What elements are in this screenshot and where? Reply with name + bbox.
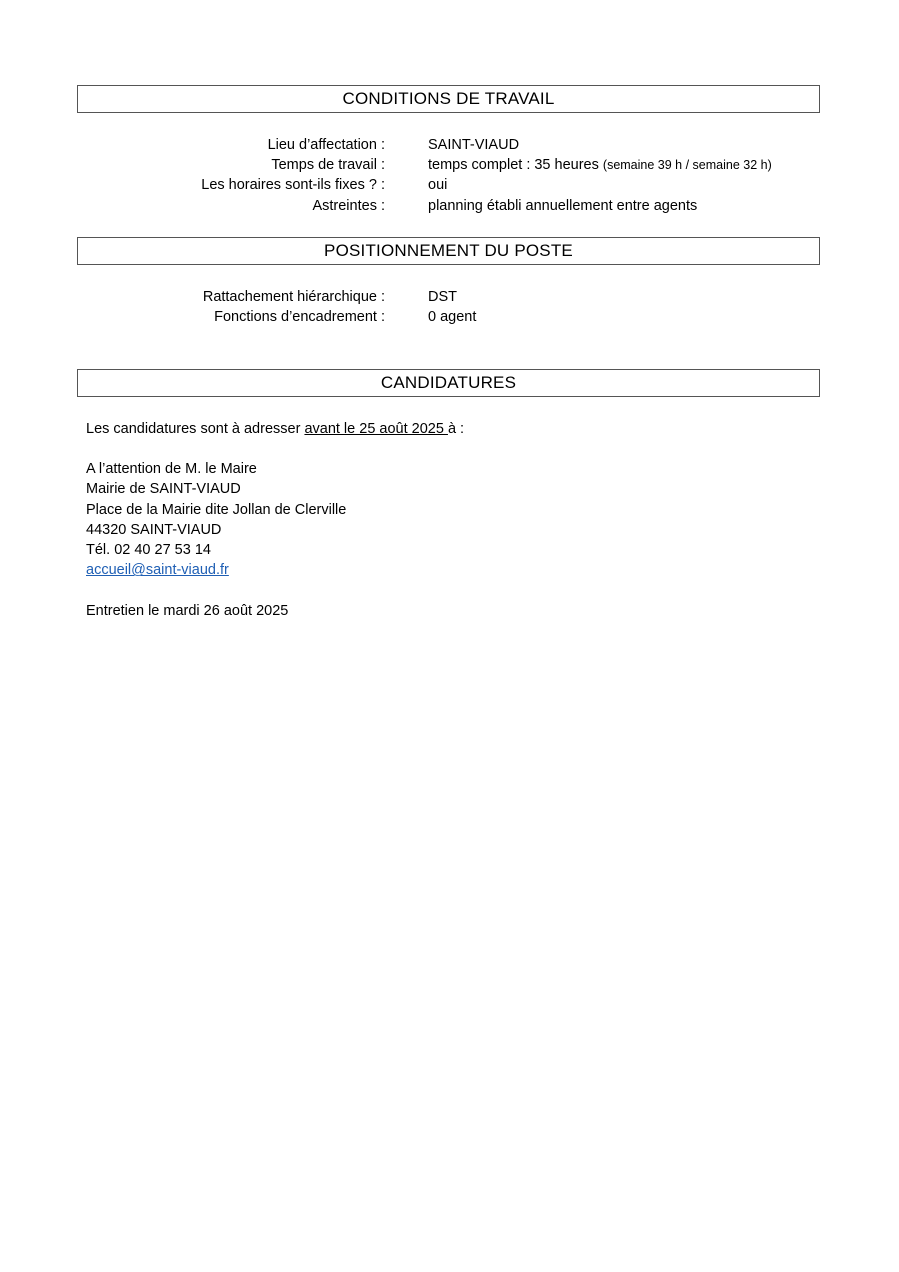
field-label: Temps de travail : bbox=[271, 157, 385, 173]
section-header-conditions bbox=[77, 85, 820, 113]
interview-date: Entretien le mardi 26 août 2025 bbox=[86, 603, 289, 619]
field-value-group bbox=[428, 155, 772, 175]
section-title: CANDIDATURES bbox=[380, 373, 517, 392]
field-value: temps complet : 35 heures bbox=[428, 157, 599, 173]
candidatures-intro bbox=[86, 419, 464, 439]
intro-text: Les candidatures sont à adresser bbox=[86, 421, 305, 437]
intro-text-end: à : bbox=[447, 421, 465, 437]
field-label: Les horaires sont-ils fixes ? : bbox=[201, 177, 385, 193]
section-header-candidatures bbox=[77, 369, 820, 397]
field-row-astreintes bbox=[0, 196, 899, 216]
field-row-temps bbox=[0, 155, 899, 175]
deadline-text: avant le 25 août 2025 bbox=[304, 421, 448, 437]
address-line: Mairie de SAINT-VIAUD bbox=[86, 481, 241, 498]
section-title: POSITIONNEMENT DU POSTE bbox=[324, 241, 573, 260]
phone-line: Tél. 02 40 27 53 14 bbox=[86, 542, 211, 559]
section-header-positionnement bbox=[77, 237, 820, 265]
field-label: Lieu d’affectation : bbox=[267, 137, 385, 153]
field-value: oui bbox=[428, 177, 448, 193]
field-value: DST bbox=[428, 289, 457, 305]
field-label: Astreintes : bbox=[312, 198, 385, 214]
field-row-horaires bbox=[0, 175, 899, 195]
address-block bbox=[86, 459, 346, 581]
address-line: Place de la Mairie dite Jollan de Clerville bbox=[86, 501, 347, 518]
address-line: A l’attention de M. le Maire bbox=[86, 461, 257, 477]
field-row-encadrement bbox=[0, 307, 899, 327]
field-row-rattachement bbox=[0, 287, 899, 307]
field-row-lieu bbox=[0, 135, 899, 155]
field-value: 0 agent bbox=[428, 309, 477, 325]
field-label: Rattachement hiérarchique : bbox=[202, 289, 385, 305]
field-label: Fonctions d’encadrement : bbox=[214, 309, 385, 325]
field-value: planning établi annuellement entre agents bbox=[428, 198, 698, 214]
field-value: SAINT-VIAUD bbox=[428, 137, 520, 153]
email-link[interactable]: accueil@saint-viaud.fr bbox=[86, 562, 229, 579]
address-line: 44320 SAINT-VIAUD bbox=[86, 521, 222, 538]
section-title: CONDITIONS DE TRAVAIL bbox=[342, 89, 555, 108]
field-value-note: (semaine 39 h / semaine 32 h) bbox=[602, 158, 772, 172]
